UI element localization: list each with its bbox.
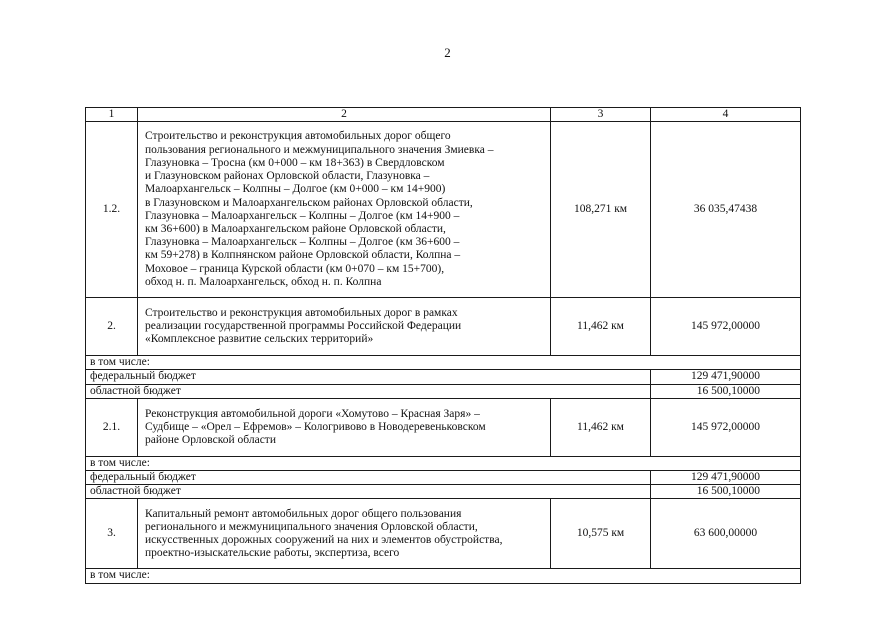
row-number: 2. <box>86 298 138 356</box>
row-sum: 63 600,00000 <box>651 499 801 569</box>
including-label: в том числе: <box>86 356 801 370</box>
federal-budget-label: федеральный бюджет <box>86 370 651 384</box>
row-length: 108,271 км <box>551 122 651 298</box>
road-works-table <box>85 107 801 584</box>
regional-budget-label: областной бюджет <box>86 384 651 398</box>
row-number: 3. <box>86 499 138 569</box>
including-row <box>86 456 801 470</box>
table-row <box>86 398 801 456</box>
page-number: 2 <box>444 45 451 60</box>
row-description: Реконструкция автомобильной дороги «Хомутово – Красная Заря» – Судбище – «Орел – Ефремов» – Кологривово в Новодеревеньковском районе Орловской области <box>138 398 551 456</box>
federal-budget-row <box>86 471 801 485</box>
regional-budget-sum: 16 500,10000 <box>651 485 801 499</box>
row-number: 1.2. <box>86 122 138 298</box>
table-row <box>86 298 801 356</box>
regional-budget-row <box>86 485 801 499</box>
row-description: Строительство и реконструкция автомобильных дорог в рамках реализации государственной программы Российской Федерации «Комплексное развитие сельских территорий» <box>138 298 551 356</box>
federal-budget-sum: 129 471,90000 <box>651 370 801 384</box>
row-length: 11,462 км <box>551 298 651 356</box>
regional-budget-label: областной бюджет <box>86 485 651 499</box>
header-col-1: 1 <box>86 108 138 122</box>
row-sum: 145 972,00000 <box>651 298 801 356</box>
federal-budget-label: федеральный бюджет <box>86 471 651 485</box>
including-row <box>86 356 801 370</box>
federal-budget-sum: 129 471,90000 <box>651 471 801 485</box>
row-length: 11,462 км <box>551 398 651 456</box>
header-col-4: 4 <box>651 108 801 122</box>
regional-budget-sum: 16 500,10000 <box>651 384 801 398</box>
table-row <box>86 499 801 569</box>
row-sum: 36 035,47438 <box>651 122 801 298</box>
including-label: в том числе: <box>86 456 801 470</box>
regional-budget-row <box>86 384 801 398</box>
including-row <box>86 569 801 583</box>
table-row <box>86 122 801 298</box>
row-description: Строительство и реконструкция автомобильных дорог общего пользования регионального и межмуниципального значения Змиевка – Глазуновка – Тросна (км 0+000 – км 18+363) в Свердловском и Глазуновском районах Орловской области, Глазуновка – Малоархангельск – Колпны – Долгое (км 0+000 – км 14+900) в Глазуновском и Малоархангельском районах Орловской области, Глазуновка – Малоархангельск – Колпны – Долгое (км 14+900 – км 36+600) в Малоархангельском районе Орловской области, Глазуновка – Малоархангельск – Колпны – Долгое (км 36+600 – км 59+278) в Колпнянском районе Орловской области, Колпна – Моховое – граница Курской области (км 0+070 – км 15+700), обход н. п. Малоархангельск, обход н. п. Колпна <box>138 122 551 298</box>
row-sum: 145 972,00000 <box>651 398 801 456</box>
including-label: в том числе: <box>86 569 801 583</box>
header-col-2: 2 <box>138 108 551 122</box>
row-length: 10,575 км <box>551 499 651 569</box>
federal-budget-row <box>86 370 801 384</box>
row-description: Капитальный ремонт автомобильных дорог общего пользования регионального и межмуниципального значения Орловской области, искусственных дорожных сооружений на них и элементов обустройства, проектно-изыскательские работы, экспертиза, всего <box>138 499 551 569</box>
header-col-3: 3 <box>551 108 651 122</box>
header-row <box>86 108 801 122</box>
row-number: 2.1. <box>86 398 138 456</box>
